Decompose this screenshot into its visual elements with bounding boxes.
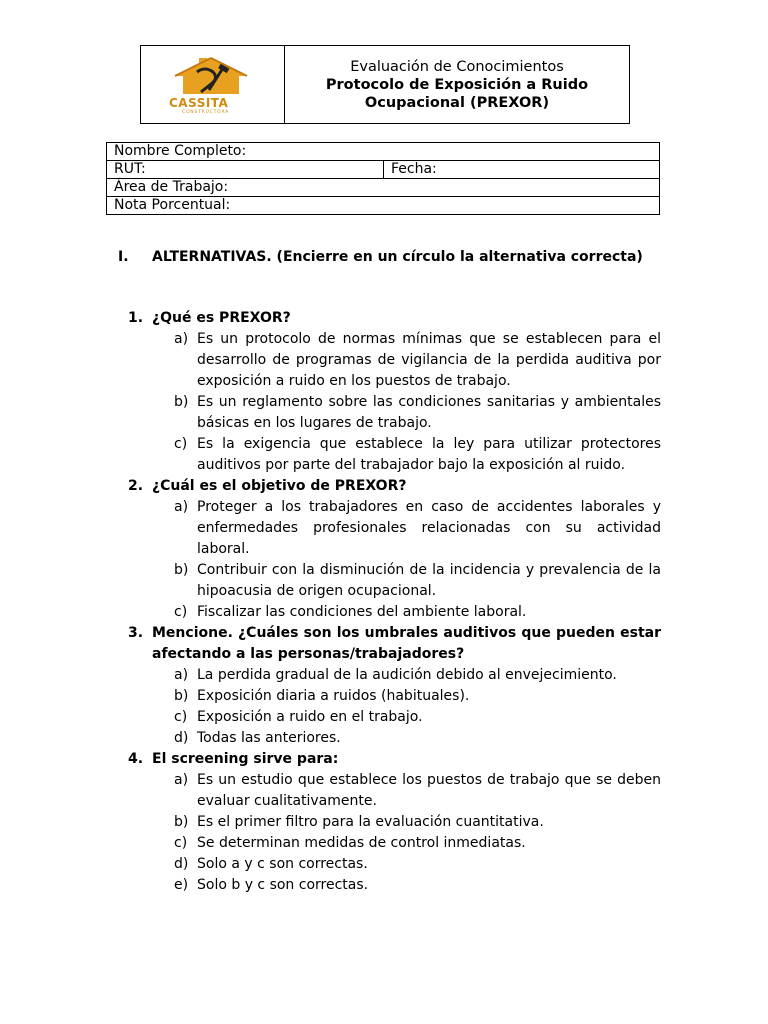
- option-letter: c): [174, 709, 188, 725]
- option-3b[interactable]: [174, 686, 661, 707]
- area-field[interactable]: Área de Trabajo:: [107, 179, 660, 197]
- option-text: Fiscalizar las condiciones del ambiente laboral.: [197, 604, 527, 620]
- question-text: Mencione. ¿Cuáles son los umbrales auditivos que pueden estar afectando a las personas/trabajadores?: [152, 625, 661, 662]
- company-logo: [141, 46, 285, 123]
- info-row-nombre: [107, 143, 660, 161]
- question-number: 4.: [128, 751, 144, 767]
- info-row-nota: [107, 197, 660, 215]
- option-text: Es un reglamento sobre las condiciones sanitarias y ambientales básicas en los lugares de trabajo.: [197, 394, 661, 431]
- fecha-field[interactable]: Fecha:: [384, 161, 660, 179]
- option-letter: c): [174, 604, 188, 620]
- section-number: I.: [118, 249, 129, 265]
- rut-field[interactable]: RUT:: [107, 161, 384, 179]
- title-line-2: Protocolo de Exposición a Ruido: [325, 76, 589, 93]
- option-3d[interactable]: [174, 728, 661, 749]
- option-letter: b): [174, 394, 189, 410]
- document-title: [285, 46, 629, 123]
- option-letter: c): [174, 436, 188, 452]
- student-info-table: [106, 142, 660, 215]
- info-row-rut: [107, 161, 660, 179]
- option-2c[interactable]: [174, 602, 661, 623]
- option-2b[interactable]: [174, 560, 661, 602]
- option-letter: b): [174, 688, 189, 704]
- question-text: ¿Qué es PREXOR?: [152, 310, 291, 326]
- option-letter: b): [174, 562, 189, 578]
- document-header: [140, 45, 630, 124]
- option-1a[interactable]: [174, 329, 661, 392]
- section-title: ALTERNATIVAS. (Encierre en un círculo la alternativa correcta): [152, 249, 643, 265]
- option-4d[interactable]: [174, 854, 661, 875]
- option-letter: d): [174, 730, 189, 746]
- option-text: Es un estudio que establece los puestos de trabajo que se deben evaluar cualitativamente.: [197, 772, 661, 809]
- option-text: Es la exigencia que establece la ley para utilizar protectores auditivos por parte del trabajador bajo la exposición al ruido.: [197, 436, 661, 473]
- option-letter: e): [174, 877, 189, 893]
- question-text: El screening sirve para:: [152, 751, 339, 767]
- question-4: [128, 749, 661, 770]
- question-text: ¿Cuál es el objetivo de PREXOR?: [152, 478, 407, 494]
- info-row-area: [107, 179, 660, 197]
- question-number: 3.: [128, 625, 144, 641]
- option-text: Exposición diaria a ruidos (habituales).: [197, 688, 470, 704]
- option-2a[interactable]: [174, 497, 661, 560]
- option-text: Se determinan medidas de control inmediatas.: [197, 835, 526, 851]
- option-letter: c): [174, 835, 188, 851]
- option-letter: a): [174, 331, 189, 347]
- nombre-field[interactable]: Nombre Completo:: [107, 143, 660, 161]
- nota-field[interactable]: Nota Porcentual:: [107, 197, 660, 215]
- option-letter: a): [174, 772, 189, 788]
- question-list: [128, 308, 661, 896]
- option-text: Solo a y c son correctas.: [197, 856, 368, 872]
- option-letter: b): [174, 814, 189, 830]
- option-text: Es un protocolo de normas mínimas que se establecen para el desarrollo de programas de vigilancia de la perdida auditiva por exposición a ruido en los puestos de trabajo.: [197, 331, 661, 389]
- option-3a[interactable]: [174, 665, 661, 686]
- option-text: Contribuir con la disminución de la incidencia y prevalencia de la hipoacusia de origen ocupacional.: [197, 562, 661, 599]
- option-1b[interactable]: [174, 392, 661, 434]
- option-1c[interactable]: [174, 434, 661, 476]
- option-4e[interactable]: [174, 875, 661, 896]
- option-3c[interactable]: [174, 707, 661, 728]
- option-text: Proteger a los trabajadores en caso de accidentes laborales y enfermedades profesionales relacionadas con su actividad laboral.: [197, 499, 661, 557]
- option-text: Exposición a ruido en el trabajo.: [197, 709, 423, 725]
- title-line-3: Ocupacional (PREXOR): [364, 94, 550, 111]
- question-number: 1.: [128, 310, 144, 326]
- option-text: Solo b y c son correctas.: [197, 877, 369, 893]
- option-text: La perdida gradual de la audición debido al envejecimiento.: [197, 667, 617, 683]
- option-4a[interactable]: [174, 770, 661, 812]
- logo-tagline: CONSTRUCTORA: [182, 110, 230, 115]
- option-letter: a): [174, 667, 189, 683]
- option-text: Es el primer filtro para la evaluación cuantitativa.: [197, 814, 544, 830]
- option-letter: a): [174, 499, 189, 515]
- logo-name: CASSITA: [169, 96, 229, 110]
- option-4b[interactable]: [174, 812, 661, 833]
- title-line-1: Evaluación de Conocimientos: [350, 58, 564, 75]
- option-text: Todas las anteriores.: [197, 730, 341, 746]
- section-heading: [118, 246, 663, 268]
- option-letter: d): [174, 856, 189, 872]
- question-1: [128, 308, 661, 329]
- question-2: [128, 476, 661, 497]
- option-4c[interactable]: [174, 833, 661, 854]
- question-3: [128, 623, 661, 665]
- question-number: 2.: [128, 478, 144, 494]
